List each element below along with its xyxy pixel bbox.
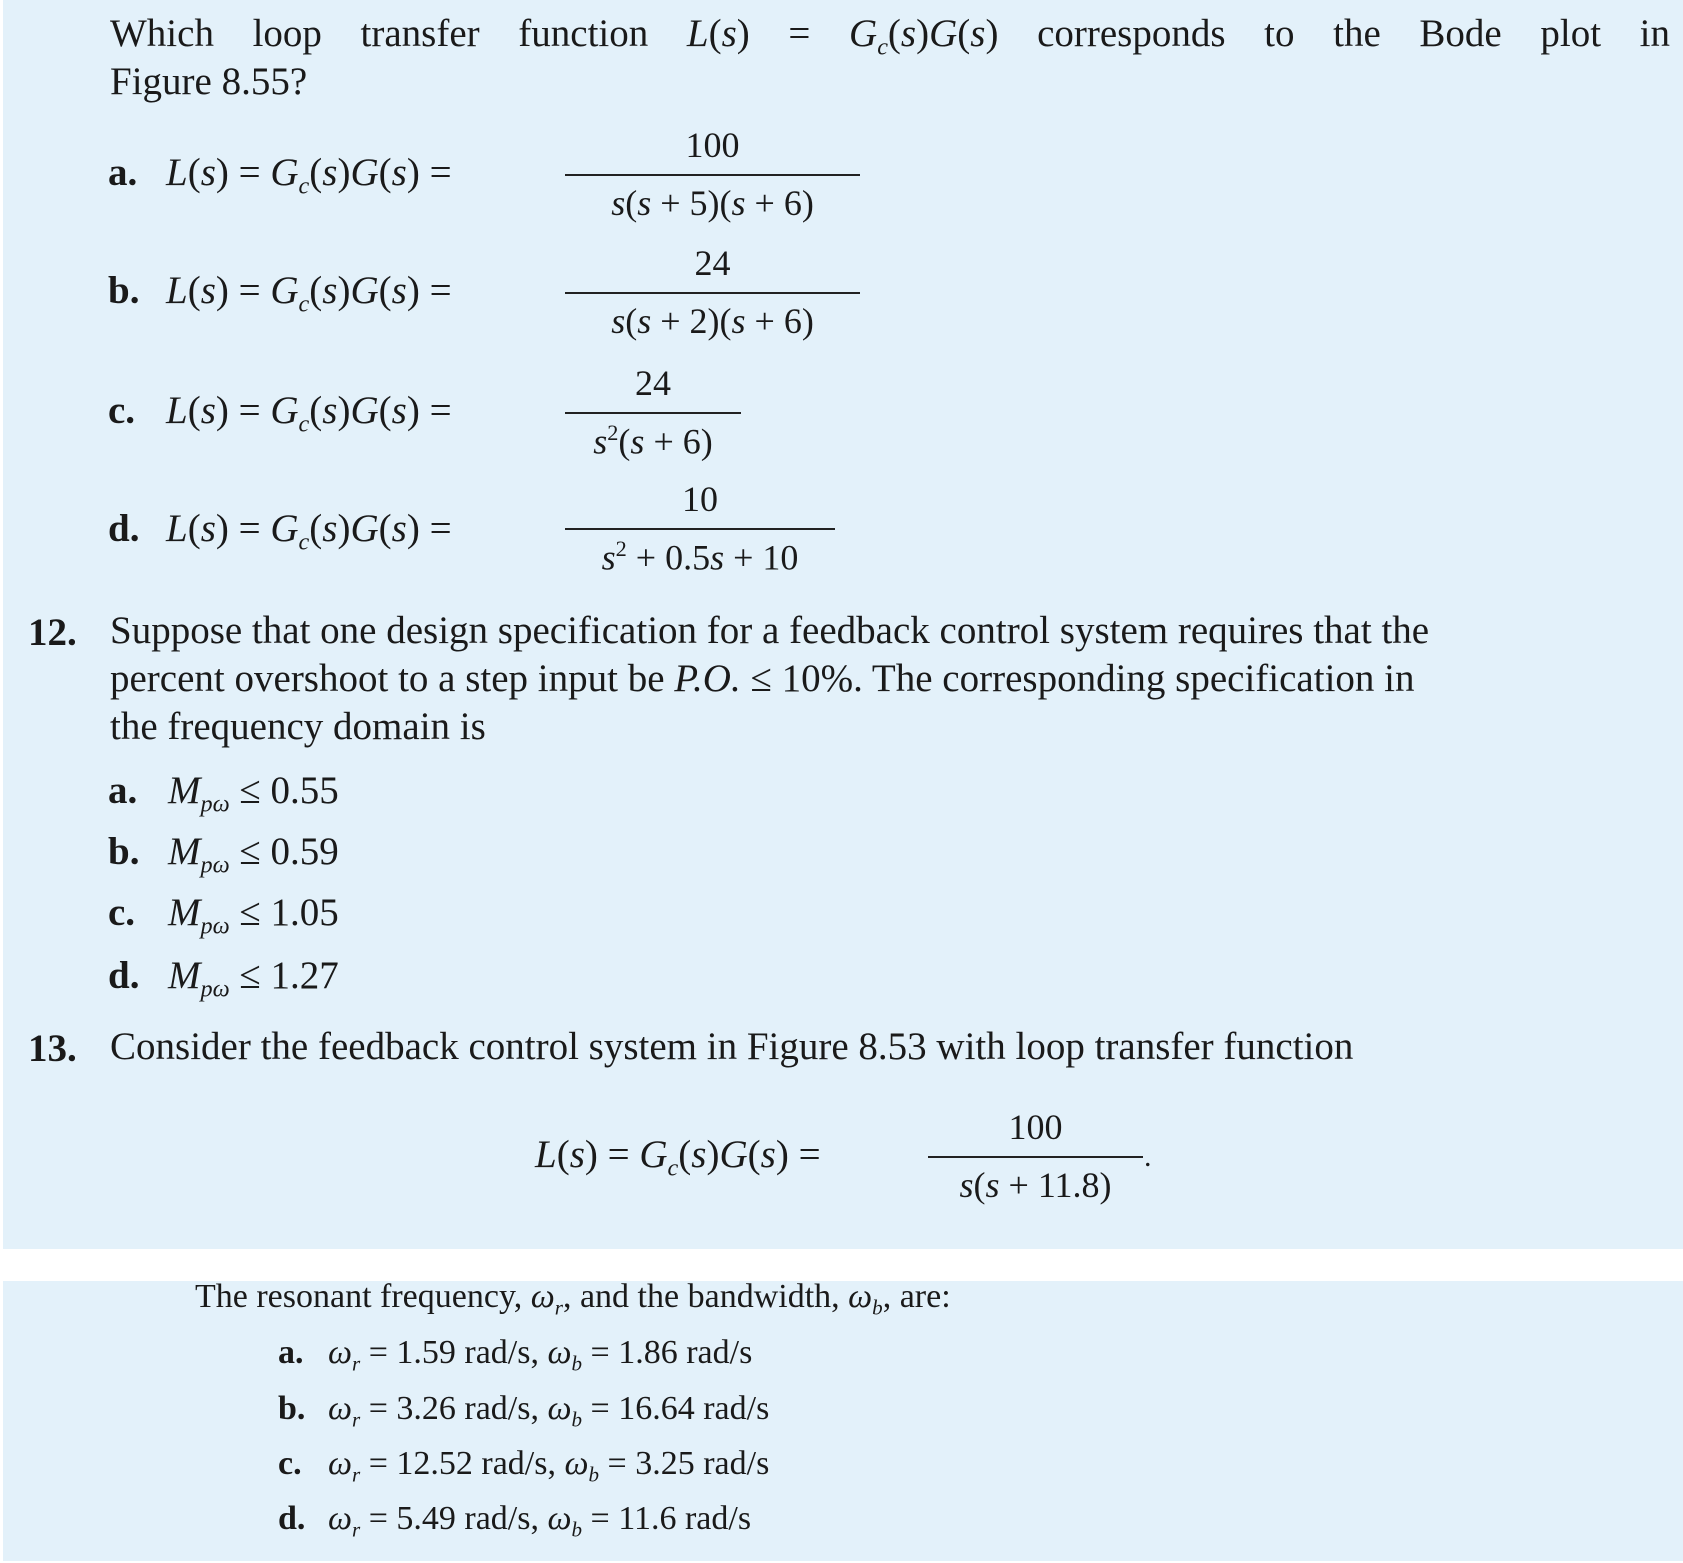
q13-fraction bbox=[928, 1106, 1143, 1206]
option-lhs: $L(s) = G_c(s)G(s)$ = bbox=[166, 389, 452, 438]
denominator: $s^2 + 0.5s + 10$ bbox=[601, 536, 799, 578]
numerator: 100 bbox=[1008, 1107, 1063, 1147]
option-label: c. bbox=[278, 1445, 302, 1482]
equation-period: . bbox=[1144, 1140, 1152, 1173]
numerator: 24 bbox=[635, 363, 671, 403]
numerator: 10 bbox=[682, 479, 718, 519]
option-lhs: $L(s) = G_c(s)G(s)$ = bbox=[166, 151, 452, 200]
option-label: a. bbox=[108, 151, 138, 194]
option-text: $M_{p\omega} \le 0.55$ bbox=[168, 769, 339, 818]
fraction bbox=[565, 478, 835, 578]
q12-prompt-line1: Suppose that one design specification for a feedback control system requires that the bbox=[110, 609, 1430, 652]
option-label: b. bbox=[108, 269, 140, 312]
fraction bbox=[565, 124, 860, 224]
q12-prompt-line3: the frequency domain is bbox=[110, 705, 486, 748]
q12-number: 12. bbox=[28, 611, 77, 654]
option-text: $M_{p\omega} \le 0.59$ bbox=[168, 830, 339, 879]
option-text: $\omega_r = 3.26$ rad/s, $\omega_b = 16.64$ rad/s bbox=[328, 1390, 770, 1432]
fraction bbox=[565, 242, 860, 342]
option-label: d. bbox=[108, 507, 140, 550]
option-text: $M_{p\omega} \le 1.27$ bbox=[168, 954, 339, 1003]
q11-prompt-line1: Which loop transfer function $L(s) = G_c(s)G(s)$ corresponds to the Bode plot in bbox=[110, 12, 1670, 61]
numerator: 100 bbox=[685, 125, 740, 165]
denominator: s(s + 2)(s + 6) bbox=[611, 301, 814, 341]
option-label: c. bbox=[108, 891, 136, 934]
q13-prompt-line1: Consider the feedback control system in Figure 8.53 with loop transfer function bbox=[110, 1025, 1354, 1068]
option-label: a. bbox=[108, 769, 138, 812]
option-label: b. bbox=[108, 830, 140, 873]
option-lhs: $L(s) = G_c(s)G(s)$ = bbox=[166, 507, 452, 556]
fraction bbox=[565, 362, 741, 462]
option-text: $M_{p\omega} \le 1.05$ bbox=[168, 891, 339, 940]
q12-prompt-line2: percent overshoot to a step input be P.O. ≤ 10%. The corresponding specification in bbox=[110, 657, 1415, 700]
option-text: $\omega_r = 5.49$ rad/s, $\omega_b = 11.6$ rad/s bbox=[328, 1500, 752, 1542]
option-text: $\omega_r = 1.59$ rad/s, $\omega_b = 1.86$ rad/s bbox=[328, 1334, 753, 1376]
denominator: s(s + 11.8) bbox=[959, 1165, 1112, 1205]
q13-intro: The resonant frequency, $\omega_r$, and the bandwidth, $\omega_b$, are: bbox=[195, 1278, 951, 1320]
question-panel-bottom bbox=[3, 1281, 1683, 1561]
option-label: a. bbox=[278, 1334, 304, 1371]
q13-equation-lhs: $L(s) = G_c(s)G(s)$ = bbox=[535, 1133, 821, 1182]
denominator: s(s + 5)(s + 6) bbox=[611, 183, 814, 223]
option-lhs: $L(s) = G_c(s)G(s)$ = bbox=[166, 269, 452, 318]
numerator: 24 bbox=[694, 243, 731, 283]
q13-number: 13. bbox=[28, 1027, 77, 1070]
option-label: c. bbox=[108, 389, 136, 432]
option-label: d. bbox=[108, 954, 140, 997]
option-text: $\omega_r = 12.52$ rad/s, $\omega_b = 3.25$ rad/s bbox=[328, 1445, 770, 1487]
option-label: b. bbox=[278, 1390, 306, 1427]
q11-prompt-line2: Figure 8.55? bbox=[110, 60, 308, 103]
denominator: $s^2(s + 6)$ bbox=[593, 420, 713, 462]
option-label: d. bbox=[278, 1500, 306, 1537]
